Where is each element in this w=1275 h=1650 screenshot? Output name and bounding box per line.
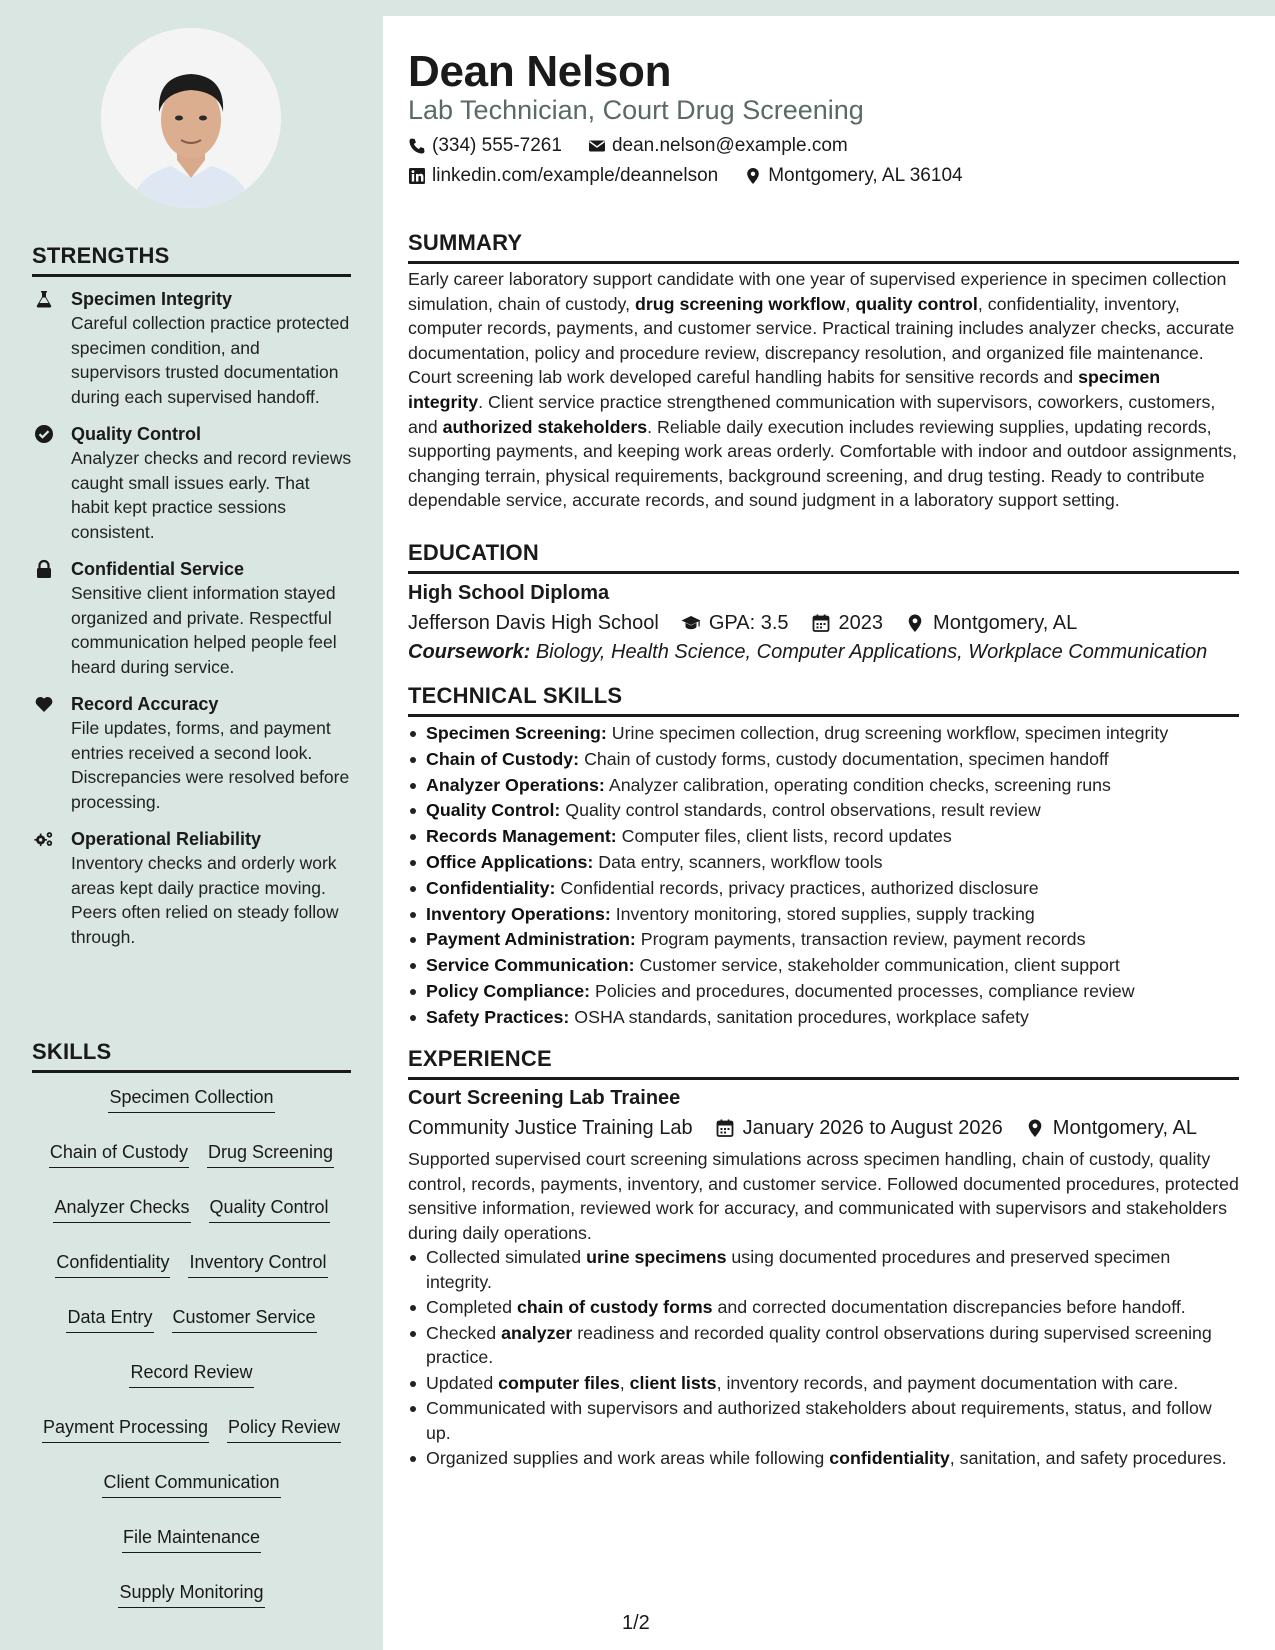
gears-icon <box>34 829 54 849</box>
strength-desc: File updates, forms, and payment entries received a second look. Discrepancies were resolved before processing. <box>71 718 350 812</box>
tech-skill-item <box>408 824 1240 849</box>
job-location: Montgomery, AL <box>1052 1117 1197 1139</box>
skill-tag: Supply Monitoring <box>118 1579 264 1608</box>
page-number: 1/2 <box>622 1612 650 1634</box>
strength-title: Quality Control <box>71 424 201 444</box>
heart-icon <box>34 694 54 714</box>
skill-tag: Confidentiality <box>55 1249 170 1278</box>
tech-skill-text: Confidential records, privacy practices, authorized disclosure <box>560 877 1039 898</box>
tech-skill-text: Data entry, scanners, workflow tools <box>598 851 883 872</box>
skill-tag: Inventory Control <box>188 1249 327 1278</box>
job-position: Court Screening Lab Trainee <box>408 1087 681 1109</box>
job-bullet <box>408 1321 1240 1370</box>
bullet-bold: computer files <box>498 1372 620 1393</box>
coursework-list: Biology, Health Science, Computer Applications, Workplace Communication <box>535 641 1208 663</box>
tech-skill-text: Customer service, stakeholder communication, client support <box>639 955 1120 976</box>
tech-skill-item <box>408 747 1240 772</box>
tech-skill-label: Policy Compliance: <box>426 980 591 1001</box>
main-content <box>383 16 1275 1650</box>
candidate-name: Dean Nelson <box>408 47 672 96</box>
gpa-text: GPA: 3.5 <box>708 612 789 634</box>
tech-skill-item <box>408 721 1240 746</box>
education-meta <box>408 609 1077 637</box>
phone-link[interactable]: (334) 555-7261 <box>432 135 562 156</box>
bullet-text: , <box>619 1372 630 1393</box>
tech-skill-item <box>408 850 1240 875</box>
technical-skills-list <box>408 721 1240 1031</box>
strength-desc: Sensitive client information stayed organized and private. Respectful communication helped people feel heard during service. <box>71 583 337 677</box>
tech-skill-item <box>408 1005 1240 1030</box>
lock-icon <box>34 559 54 579</box>
contact-row-2 <box>408 163 963 189</box>
job-title: Lab Technician, Court Drug Screening <box>408 95 864 125</box>
bullet-bold: urine specimens <box>586 1247 727 1267</box>
phone-icon <box>408 137 426 155</box>
graduation-year: 2023 <box>838 612 884 634</box>
tech-skill-label: Payment Administration: <box>426 929 636 950</box>
location-text: Montgomery, AL 36104 <box>768 165 963 186</box>
bullet-text: , sanitation, and safety procedures. <box>949 1448 1227 1468</box>
tech-skill-item <box>408 902 1240 927</box>
bullet-text: readiness and recorded quality control observations during supervised screening practice. <box>426 1322 1212 1367</box>
technical-skills-heading: TECHNICAL SKILLS <box>408 683 1239 717</box>
strength-desc: Careful collection practice protected specimen condition, and supervisors trusted documentation during each supervised handoff. <box>71 313 350 407</box>
job-meta <box>408 1114 1197 1142</box>
tech-skill-item <box>408 773 1240 798</box>
job-bullet <box>408 1396 1240 1445</box>
experience-heading: EXPERIENCE <box>408 1046 1239 1080</box>
map-pin-icon <box>1025 1118 1045 1138</box>
education-degree: High School Diploma <box>408 582 610 604</box>
check-circle-icon <box>34 424 54 444</box>
bullet-text: Completed <box>426 1297 517 1317</box>
tech-skill-label: Service Communication: <box>426 955 635 976</box>
employer-name: Community Justice Training Lab <box>408 1117 693 1139</box>
education-heading: EDUCATION <box>408 540 1239 574</box>
tech-skill-text: Inventory monitoring, stored supplies, supply tracking <box>615 903 1035 924</box>
tech-skill-label: Office Applications: <box>426 851 594 872</box>
linkedin-link[interactable]: linkedin.com/example/deannelson <box>432 165 719 186</box>
job-bullet <box>408 1295 1240 1320</box>
skill-tag: Analyzer Checks <box>53 1194 190 1223</box>
linkedin-icon <box>408 167 426 185</box>
tech-skill-item <box>408 876 1240 901</box>
bullet-bold: confidentiality <box>829 1448 950 1468</box>
job-bullet <box>408 1446 1240 1471</box>
tech-skill-item <box>408 798 1240 823</box>
tech-skill-label: Safety Practices: <box>426 1006 570 1027</box>
bullet-bold: chain of custody forms <box>516 1297 713 1317</box>
tech-skill-text: Chain of custody forms, custody documentation, specimen handoff <box>584 748 1109 769</box>
bullet-text: Communicated with supervisors and authorized stakeholders about requirements, status, and follow up. <box>426 1398 1212 1443</box>
strength-title: Confidential Service <box>71 559 245 579</box>
bullet-text: Collected simulated <box>426 1247 587 1267</box>
tech-skill-text: Urine specimen collection, drug screening workflow, specimen integrity <box>611 723 1169 743</box>
strength-title: Specimen Integrity <box>71 289 233 309</box>
bullet-text: and corrected documentation discrepancies before handoff. <box>712 1297 1186 1317</box>
contact-row-1 <box>408 133 848 159</box>
tech-skill-item <box>408 979 1240 1004</box>
strength-desc: Analyzer checks and record reviews caught small issues early. That habit kept practice sessions consistent. <box>71 448 352 542</box>
job-bullets <box>408 1245 1240 1472</box>
strengths-heading: STRENGTHS <box>32 243 351 277</box>
skill-tag: File Maintenance <box>122 1524 261 1553</box>
tech-skill-label: Quality Control: <box>426 800 561 821</box>
bullet-text: using documented procedures and preserved specimen integrity. <box>426 1247 1171 1292</box>
summary-text: Early career laboratory support candidate with one year of supervised experience in specimen collection simulation, chain of custody, drug screening workflow, quality control, confidentiality, inventory, computer records, payments, and customer service. Practical training includes analyzer checks, accurate documentation, policy and procedure review, discrepancy resolution, and organized file maintenance. Court screening lab work developed careful handling habits for sensitive records and specimen integrity. Client service practice strengthened communication with supervisors, coworkers, customers, and authorized stakeholders. Reliable daily execution includes reviewing supplies, updating records, supporting payments, and keeping work areas orderly. Comfortable with indoor and outdoor assignments, changing terrain, physical requirements, background screening, and drug testing. Ready to contribute dependable service, accurate records, and sound judgment in a laboratory support setting. <box>408 269 1237 511</box>
tech-skill-text: Analyzer calibration, operating condition checks, screening runs <box>608 774 1111 795</box>
bullet-text: , inventory records, and payment documentation with care. <box>716 1372 1179 1393</box>
tech-skill-label: Chain of Custody: <box>426 748 580 769</box>
tech-skill-text: Quality control standards, control observations, result review <box>565 800 1041 821</box>
strength-item <box>32 287 352 409</box>
skill-tag: Policy Review <box>227 1414 341 1443</box>
job-summary: Supported supervised court screening simulations across specimen handling, chain of custody, quality control, records, payments, inventory, and customer service. Followed documented procedures, protected sensitive information, reviewed work for accuracy, and communicated with supervisors and stakeholders during daily operations. <box>408 1149 1239 1243</box>
strength-item <box>32 422 352 544</box>
summary-heading: SUMMARY <box>408 230 1239 264</box>
tech-skill-text: OSHA standards, sanitation procedures, workplace safety <box>574 1006 1029 1027</box>
strength-item <box>32 827 352 949</box>
tech-skill-text: Policies and procedures, documented processes, compliance review <box>594 980 1135 1001</box>
strength-title: Record Accuracy <box>71 694 219 714</box>
flask-icon <box>34 289 54 309</box>
tech-skill-label: Analyzer Operations: <box>426 774 605 795</box>
skill-tag: Data Entry <box>66 1304 153 1333</box>
strength-title: Operational Reliability <box>71 829 262 849</box>
tech-skill-label: Records Management: <box>426 826 617 847</box>
map-pin-icon <box>905 613 925 633</box>
calendar-icon <box>811 613 831 633</box>
school-name: Jefferson Davis High School <box>408 612 659 634</box>
bullet-bold: client lists <box>629 1372 717 1393</box>
bullet-text: Checked <box>426 1322 502 1343</box>
skills-cloud <box>32 1084 351 1608</box>
bullet-bold: analyzer <box>501 1322 573 1343</box>
envelope-icon <box>588 137 606 155</box>
tech-skill-label: Confidentiality: <box>426 877 556 898</box>
tech-skill-label: Specimen Screening: <box>426 723 607 743</box>
bullet-text: Updated <box>426 1372 499 1393</box>
skill-tag: Record Review <box>129 1359 253 1388</box>
job-bullet <box>408 1371 1240 1396</box>
coursework-label: Coursework: <box>408 641 531 663</box>
tech-skill-item <box>408 953 1240 978</box>
strengths-list <box>32 287 352 962</box>
coursework <box>408 638 1207 666</box>
job-dates: January 2026 to August 2026 <box>742 1117 1003 1139</box>
job-bullet <box>408 1245 1240 1294</box>
tech-skill-text: Program payments, transaction review, payment records <box>640 929 1086 950</box>
top-band <box>383 0 1275 16</box>
bullet-text: Organized supplies and work areas while following <box>426 1448 830 1468</box>
map-pin-icon <box>744 167 762 185</box>
skill-tag: Payment Processing <box>42 1414 209 1443</box>
strength-item <box>32 692 352 814</box>
skill-tag: Quality Control <box>209 1194 330 1223</box>
skill-tag: Drug Screening <box>207 1139 334 1168</box>
skill-tag: Specimen Collection <box>108 1084 274 1113</box>
skill-tag: Chain of Custody <box>49 1139 189 1168</box>
tech-skill-label: Inventory Operations: <box>426 903 611 924</box>
skill-tag: Client Communication <box>102 1469 280 1498</box>
email-link[interactable]: dean.nelson@example.com <box>611 135 848 156</box>
skill-tag: Customer Service <box>172 1304 317 1333</box>
sidebar <box>0 0 383 1650</box>
calendar-icon <box>715 1118 735 1138</box>
skills-heading: SKILLS <box>32 1039 351 1073</box>
profile-photo <box>101 28 281 208</box>
strength-desc: Inventory checks and orderly work areas kept daily practice moving. Peers often relied on steady follow through. <box>71 853 339 947</box>
graduation-cap-icon <box>681 613 701 633</box>
school-location: Montgomery, AL <box>933 612 1078 634</box>
strength-item <box>32 557 352 679</box>
tech-skill-item <box>408 927 1240 952</box>
tech-skill-text: Computer files, client lists, record updates <box>621 826 952 847</box>
